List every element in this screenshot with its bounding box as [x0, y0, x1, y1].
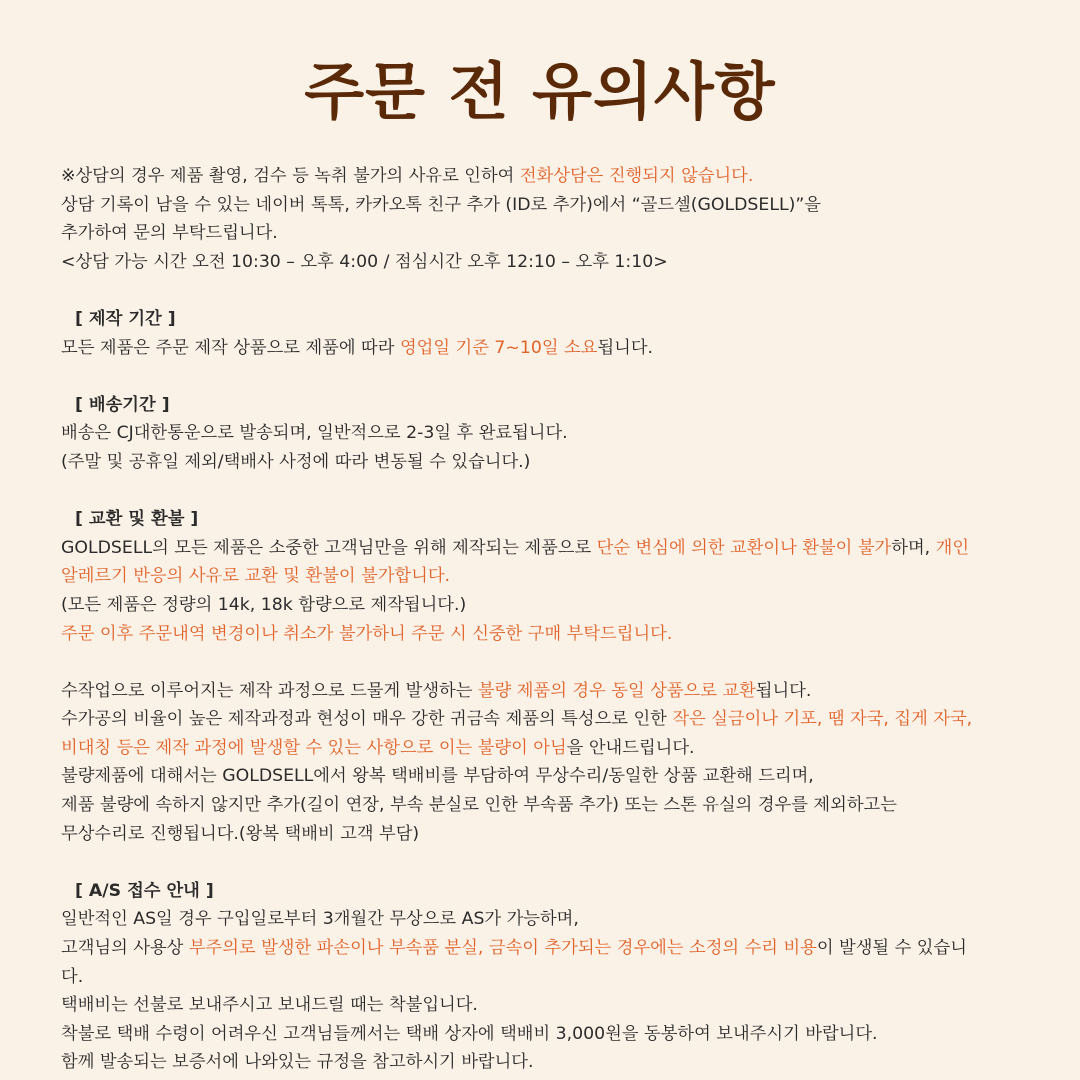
as-text-end: 이 발생될 수 있습니 — [816, 938, 967, 959]
defects-text-2: 수가공의 비율이 높은 제작과정과 현성이 매우 강한 귀금속 제품의 특성으로 인한 — [61, 709, 673, 730]
defects-line-1 — [61, 677, 1010, 706]
exchange-text: GOLDSELL의 모든 제품은 소중한 고객님만을 위해 제작되는 제품으로 — [61, 537, 597, 558]
intro-line-1 — [61, 162, 1010, 191]
exchange-line-2: 알레르기 반응의 사유로 교환 및 환불이 불가합니다. — [61, 566, 451, 587]
production-text-end: 됩니다. — [597, 337, 654, 358]
defects-line-5: 제품 불량에 속하지 않지만 추가(길이 연장, 부속 분실로 인한 부속품 추가) 또는 스톤 유실의 경우를 제외하고는 — [61, 795, 897, 816]
exchange-heading: [ 교환 및 환불 ] — [75, 509, 199, 530]
as-line-4: 택배비는 선불로 보내주시고 보내드릴 때는 착불입니다. — [61, 995, 478, 1016]
exchange-line-4: 주문 이후 주문내역 변경이나 취소가 불가하니 주문 시 신중한 구매 부탁드립니다. — [61, 623, 673, 644]
exchange-highlight-2: 개인 — [935, 537, 970, 558]
as-highlight: 부주의로 발생한 파손이나 부속품 분실, 금속이 추가되는 경우에는 소정의 수리 비용 — [188, 938, 817, 959]
as-line-3: 다. — [61, 966, 84, 987]
production-text: 모든 제품은 주문 제작 상품으로 제품에 따라 — [61, 337, 400, 358]
intro-line-3: 추가하여 문의 부탁드립니다. — [61, 223, 278, 244]
defects-highlight-2: 작은 실금이나 기포, 땜 자국, 집게 자국, — [672, 709, 973, 730]
as-text: 고객님의 사용상 — [61, 938, 189, 959]
exchange-text-mid: 하며, — [891, 537, 936, 558]
defects-text-3: 을 안내드립니다. — [566, 737, 695, 758]
as-line-5: 착불로 택배 수령이 어려우신 고객님들께서는 택배 상자에 택배비 3,000원을 동봉하여 보내주시기 바랍니다. — [61, 1023, 878, 1044]
as-line-6: 함께 발송되는 보증서에 나와있는 규정을 참고하시기 바랍니다. — [61, 1052, 534, 1073]
intro-highlight: 전화상담은 진행되지 않습니다. — [519, 166, 754, 186]
defects-text: 수작업으로 이루어지는 제작 과정으로 드물게 발생하는 — [61, 680, 478, 701]
intro-text: ※상담의 경우 제품 촬영, 검수 등 녹취 불가의 사유로 인하여 — [61, 166, 520, 186]
defects-line-4: 불량제품에 대해서는 GOLDSELL에서 왕복 택배비를 부담하여 무상수리/동일한 상품 교환해 드리며, — [61, 766, 814, 787]
exchange-highlight: 단순 변심에 의한 교환이나 환불이 불가 — [596, 537, 892, 558]
shipping-heading: [ 배송기간 ] — [75, 394, 170, 415]
exchange-line-3: (모든 제품은 정량의 14k, 18k 함량으로 제작됩니다.) — [61, 594, 467, 615]
page-title: 주문 전 유의사항 — [304, 55, 776, 128]
defects-line-3 — [61, 734, 1010, 763]
defects-highlight-3: 비대칭 등은 제작 과정에 발생할 수 있는 사항으로 이는 불량이 아님 — [61, 737, 567, 758]
as-line-1: 일반적인 AS일 경우 구입일로부터 3개월간 무상으로 AS가 가능하며, — [61, 909, 579, 930]
defects-line-2 — [61, 705, 1010, 734]
defects-text-end: 됩니다. — [755, 680, 812, 701]
as-line-2 — [61, 934, 1010, 963]
intro-line-2: 상담 기록이 남을 수 있는 네이버 톡톡, 카카오톡 친구 추가 (ID로 추가)에서 “골드셀(GOLDSELL)”을 — [61, 194, 821, 215]
production-highlight: 영업일 기준 7~10일 소요 — [399, 337, 598, 358]
defects-highlight: 불량 제품의 경우 동일 상품으로 교환 — [477, 680, 756, 701]
production-line-1 — [61, 334, 1010, 363]
notice-content — [61, 162, 1010, 1077]
shipping-line-1: 배송은 CJ대한통운으로 발송되며, 일반적으로 2-3일 후 완료됩니다. — [61, 423, 568, 444]
shipping-line-2: (주말 및 공휴일 제외/택배사 사정에 따라 변동될 수 있습니다.) — [61, 451, 531, 472]
production-heading: [ 제작 기간 ] — [75, 308, 176, 329]
exchange-line-1 — [61, 534, 1010, 563]
as-heading: [ A/S 접수 안내 ] — [75, 880, 214, 901]
defects-line-6: 무상수리로 진행됩니다.(왕복 택배비 고객 부담) — [61, 823, 420, 844]
consult-hours: <상담 가능 시간 오전 10:30 – 오후 4:00 / 점심시간 오후 12:10 – 오후 1:10> — [61, 251, 668, 272]
